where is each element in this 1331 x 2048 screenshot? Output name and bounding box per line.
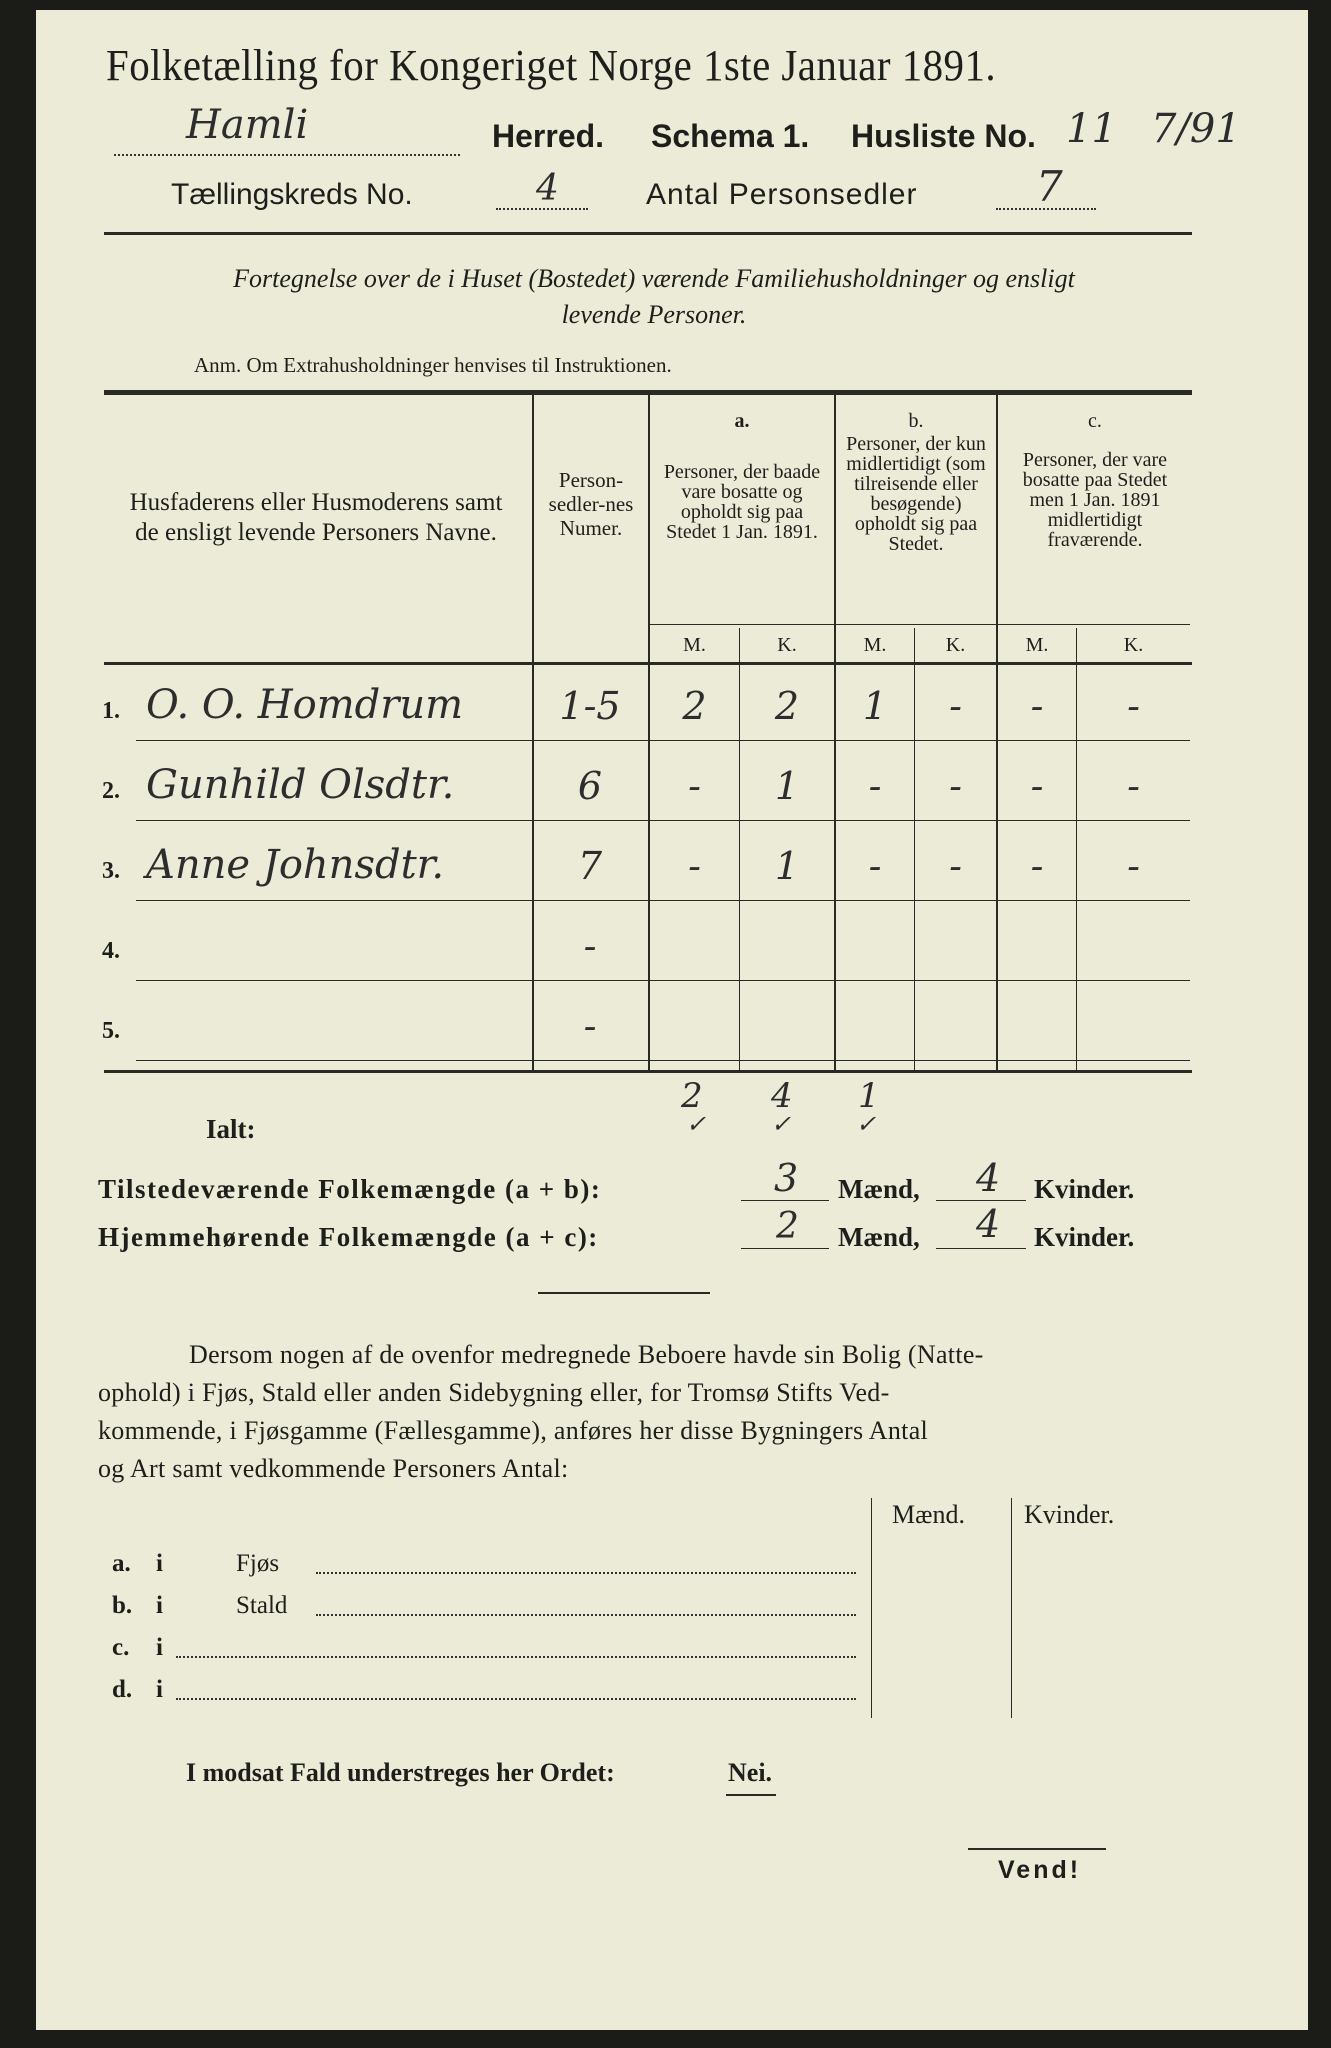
cell-bk: - xyxy=(949,764,962,808)
census-form xyxy=(36,10,1308,2030)
bld-label: Fjøs xyxy=(236,1550,280,1577)
tilstede-k-line xyxy=(936,1200,1026,1201)
ialt-am-check: ✓ xyxy=(686,1110,707,1138)
name-col-header: Husfaderens eller Husmoderens samt de ensligt levende Personers Navne. xyxy=(129,489,503,546)
person-name: Gunhild Olsdtr. xyxy=(146,762,455,808)
cell-am: - xyxy=(688,844,701,888)
bld-letter: a. xyxy=(112,1550,131,1577)
cell-ak: 1 xyxy=(774,844,800,888)
ialt-ak-check: ✓ xyxy=(771,1110,792,1138)
col-sep-1 xyxy=(532,395,534,1070)
cell-ck: - xyxy=(1127,764,1140,808)
row-line xyxy=(136,820,1190,821)
form-title: Folketælling for Kongeriget Norge 1ste Januar 1891. xyxy=(106,41,997,90)
intro-line1: Fortegnelse over de i Huset (Bostedet) værende Familiehusholdninger og ensligt xyxy=(233,264,1075,293)
hjemme-m-line xyxy=(741,1248,829,1249)
ialt-bm-check: ✓ xyxy=(856,1110,877,1138)
herred-label: Herred. xyxy=(492,118,605,154)
ialt-label: Ialt: xyxy=(206,1114,256,1144)
person-name: Anne Johnsdtr. xyxy=(146,842,445,888)
herred-value: Hamli xyxy=(186,102,309,148)
cell-num: 6 xyxy=(577,764,603,808)
hjemme-maend: Mænd, xyxy=(838,1222,920,1252)
row-index: 4. xyxy=(102,938,120,964)
hjemme-kvinder: Kvinder. xyxy=(1034,1222,1135,1252)
nei-underline xyxy=(726,1794,776,1796)
cell-ak: 2 xyxy=(774,684,800,728)
tilstede-m-line xyxy=(741,1200,829,1201)
cell-bm: 1 xyxy=(862,684,888,728)
a-m-header: M. xyxy=(683,634,706,656)
husliste-label: Husliste No. xyxy=(851,118,1036,154)
b-k-header: K. xyxy=(945,634,966,656)
cell-cm: - xyxy=(1030,844,1044,888)
bld-dotted-line xyxy=(176,1656,856,1658)
buildings-line4: og Art samt vedkommende Personers Antal: xyxy=(98,1454,569,1483)
cell-ak: 1 xyxy=(774,764,800,808)
cell-num: 7 xyxy=(577,844,603,888)
mk-top-rule xyxy=(650,624,1190,625)
tilstede-kvinder: Kvinder. xyxy=(1034,1174,1135,1204)
kreds-label: Tællingskreds No. xyxy=(171,178,413,211)
bld-col-sep-1 xyxy=(871,1498,872,1718)
ialt-ak: 4 xyxy=(771,1076,793,1116)
a-k-header: K. xyxy=(777,634,797,656)
b-letter: b. xyxy=(908,410,924,432)
short-divider xyxy=(538,1292,710,1294)
bld-col-sep-2 xyxy=(1011,1498,1012,1718)
tilstede-label: Tilstedeværende Folkemængde (a + b): xyxy=(98,1174,602,1204)
col-sep-3 xyxy=(834,395,836,1070)
bld-label: Stald xyxy=(236,1592,288,1619)
bld-letter: c. xyxy=(112,1634,130,1661)
table-bottom-rule xyxy=(104,1070,1192,1073)
cell-am: 2 xyxy=(682,684,707,728)
bld-i: i xyxy=(156,1550,163,1577)
person-name: O. O. Homdrum xyxy=(146,682,464,728)
hjemme-label: Hjemmehørende Folkemængde (a + c): xyxy=(98,1222,599,1252)
cell-am: - xyxy=(688,764,701,808)
bld-dotted-line xyxy=(176,1698,856,1700)
vend-text: Vend! xyxy=(998,1856,1082,1884)
b-header: Personer, der kun midlertidigt (som tilreisende eller besøgende) opholdt sig paa Stedet. xyxy=(846,433,986,555)
row-line xyxy=(136,980,1190,981)
modsat-text: I modsat Fald understreges her Ordet: xyxy=(186,1758,615,1787)
tilstede-maend: Mænd, xyxy=(838,1174,920,1204)
c-letter: c. xyxy=(1088,410,1102,432)
bld-dotted-line xyxy=(316,1572,856,1574)
cell-ck: - xyxy=(1127,684,1140,728)
bld-i: i xyxy=(156,1676,163,1703)
buildings-line2: ophold) i Fjøs, Stald eller anden Sidebygning eller, for Tromsø Stifts Ved- xyxy=(98,1378,890,1407)
row-index: 1. xyxy=(102,698,120,724)
a-letter: a. xyxy=(734,410,750,432)
buildings-line3: kommende, i Fjøsgamme (Fællesgamme), anføres her disse Bygningers Antal xyxy=(98,1416,929,1445)
row-line xyxy=(136,740,1190,741)
row-line xyxy=(136,900,1190,901)
buildings-line1: Dersom nogen af de ovenfor medregnede Beboere havde sin Bolig (Natte- xyxy=(189,1340,984,1369)
ialt-bm: 1 xyxy=(858,1076,880,1116)
col-sep-4 xyxy=(996,395,998,1070)
bld-letter: b. xyxy=(112,1592,133,1619)
cell-cm: - xyxy=(1030,764,1044,808)
husliste-extra: 7/91 xyxy=(1151,106,1241,152)
bld-i: i xyxy=(156,1634,163,1661)
c-m-header: M. xyxy=(1025,634,1049,656)
cell-bm: - xyxy=(868,844,882,888)
header-bottom-rule xyxy=(104,662,1192,665)
c-header: Personer, der vare bosatte paa Stedet men 1 Jan. 1891 midlertidigt fraværende. xyxy=(1022,449,1168,551)
hjemme-k-line xyxy=(936,1248,1026,1249)
col-sep-2 xyxy=(648,395,650,1070)
c-k-header: K. xyxy=(1123,634,1144,656)
antal-label: Antal Personsedler xyxy=(646,178,918,211)
bld-maend-header: Mænd. xyxy=(892,1500,965,1529)
antal-value: 7 xyxy=(1036,162,1063,211)
kreds-value: 4 xyxy=(536,168,559,209)
ialt-am: 2 xyxy=(681,1076,703,1116)
cell-ck: - xyxy=(1127,844,1140,888)
row-line xyxy=(136,1060,1190,1061)
nei-word: Nei. xyxy=(728,1758,773,1787)
vend-rule xyxy=(968,1848,1106,1850)
cell-bk: - xyxy=(949,684,962,728)
anm-note: Anm. Om Extrahusholdninger henvises til Instruktionen. xyxy=(194,353,672,377)
row-index: 2. xyxy=(102,778,120,804)
hjemme-m: 2 xyxy=(776,1206,799,1247)
bld-letter: d. xyxy=(112,1676,133,1703)
cell-bk: - xyxy=(949,844,962,888)
header-rule xyxy=(104,232,1192,235)
cell-bm: - xyxy=(868,764,882,808)
num-col-header: Person-sedler-nes Numer. xyxy=(548,468,634,540)
schema-label: Schema 1. xyxy=(651,118,810,154)
cell-num: - xyxy=(583,1004,597,1048)
intro-line2: levende Personer. xyxy=(561,300,747,329)
tilstede-k: 4 xyxy=(976,1156,1001,1200)
husliste-value: 11 xyxy=(1066,106,1117,152)
bld-kvinder-header: Kvinder. xyxy=(1024,1500,1115,1529)
row-index: 3. xyxy=(102,858,120,884)
cell-num: 1-5 xyxy=(559,684,621,728)
cell-cm: - xyxy=(1030,684,1044,728)
bld-i: i xyxy=(156,1592,163,1619)
a-header: Personer, der baade vare bosatte og opholdt sig paa Stedet 1 Jan. 1891. xyxy=(663,461,821,543)
b-m-header: M. xyxy=(863,634,887,656)
bld-dotted-line xyxy=(316,1614,856,1616)
tilstede-m: 3 xyxy=(774,1156,799,1200)
row-index: 5. xyxy=(102,1018,120,1044)
cell-num: - xyxy=(583,924,597,968)
hjemme-k: 4 xyxy=(976,1202,1001,1246)
